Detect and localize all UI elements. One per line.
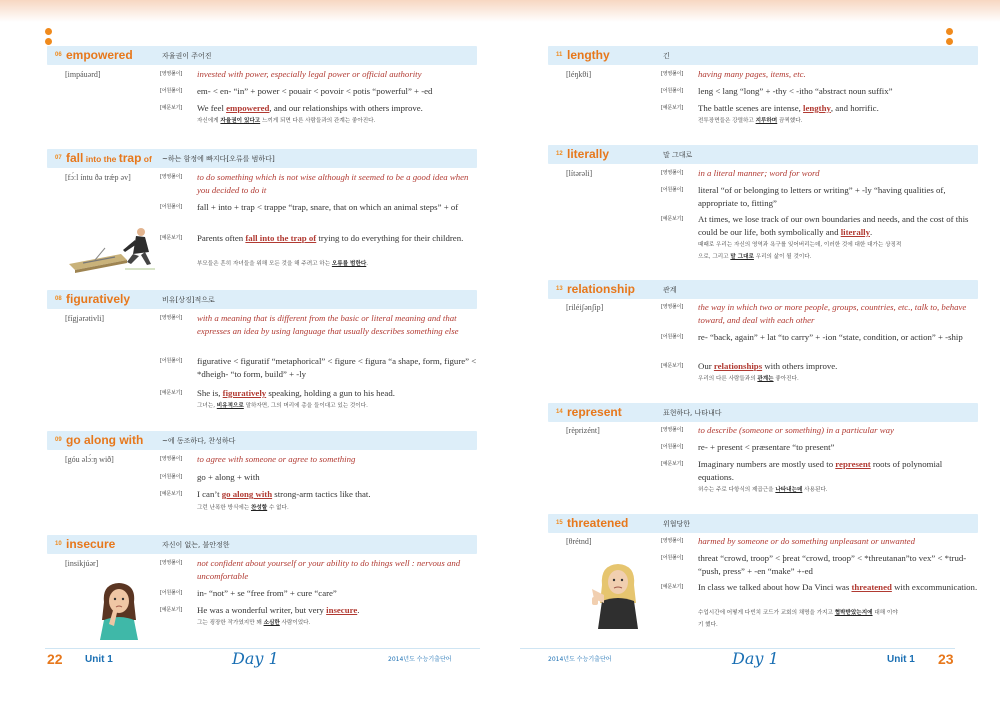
etymology: in- “not” + se “free from” + cure “care” bbox=[197, 588, 337, 598]
example-sentence: At times, we lose track of our own boundaries and needs, and the cost of this could be our life, both symbolically and literally. bbox=[698, 214, 969, 237]
label-definition: [영영풀이] bbox=[160, 71, 183, 77]
entry-word: empowered bbox=[66, 48, 133, 62]
entry-word: threatened bbox=[567, 516, 629, 530]
day-label: Day 1 bbox=[732, 649, 779, 668]
example-translation: 부모들은 흔히 자녀들을 위해 모든 것을 해 주려고 하는 오류를 범한다. bbox=[197, 261, 369, 267]
entry-insecure bbox=[47, 535, 477, 626]
book-title: 2014년도 수능기출단어 bbox=[388, 656, 452, 663]
label-etymology: [어원풀이] bbox=[661, 444, 684, 450]
entry-word: represent bbox=[567, 405, 622, 419]
example-sentence: She is, figuratively speaking, holding a gun to his head. bbox=[197, 388, 395, 398]
entry-word: relationship bbox=[567, 282, 636, 296]
entry-header bbox=[548, 145, 978, 164]
entry-word: fall into the trap of bbox=[66, 151, 152, 165]
example-translation-line-2: 기 했다. bbox=[698, 622, 718, 628]
definition: to agree with someone or agree to something bbox=[197, 454, 356, 464]
label-etymology: [어원풀이] bbox=[160, 590, 183, 596]
example-sentence: Our relationships with others improve. bbox=[698, 361, 838, 371]
page-dots bbox=[946, 28, 956, 48]
entry-korean-meaning: 자율권이 주어진 bbox=[162, 52, 212, 60]
pronunciation: [rèprizént] bbox=[566, 426, 600, 435]
entry-word: figuratively bbox=[66, 292, 131, 306]
entry-number: 07 bbox=[55, 155, 62, 161]
definition: in a literal manner; word for word bbox=[698, 168, 820, 178]
top-gradient bbox=[0, 0, 500, 22]
entry-korean-meaning: 긴 bbox=[663, 52, 670, 60]
example-translation-line-1: 수업시간에 어떻게 다빈치 코드가 교회의 채명을 가지고 협박받았는지에 대해 이야 bbox=[698, 610, 898, 616]
entry-word: literally bbox=[567, 147, 610, 161]
entry-korean-meaning: 자신이 없는, 불안정한 bbox=[162, 541, 230, 549]
etymology: re- + present < præsentare “to present” bbox=[698, 442, 835, 452]
entry-represent bbox=[548, 403, 978, 493]
example-translation: 그녀는, 비유적으로 말하자면, 그의 머리에 총을 들이대고 있는 것이다. bbox=[197, 403, 368, 409]
entry-fall-into-the-trap-of bbox=[47, 149, 477, 267]
pronunciation: [fígjərətivli] bbox=[65, 314, 105, 323]
entry-number: 11 bbox=[556, 52, 563, 58]
pronunciation: [léŋkθi] bbox=[566, 70, 592, 79]
example-sentence: I can’t go along with strong-arm tactics like that. bbox=[197, 489, 371, 499]
entry-number: 12 bbox=[556, 151, 563, 157]
definition: not confident about yourself or your ability to do things well : nervous and uncomfortable bbox=[197, 558, 461, 581]
etymology: leng < lang “long” + -thy < -itho “abstract noun suffix” bbox=[698, 86, 893, 96]
pronunciation: [riléiʃənʃìp] bbox=[566, 303, 604, 312]
label-definition: [영영풀이] bbox=[661, 170, 684, 176]
entry-korean-meaning: ~하는 함정에 빠지다[오류를 범하다] bbox=[162, 155, 275, 163]
entry-threatened bbox=[548, 514, 978, 628]
top-gradient bbox=[500, 0, 1000, 22]
mousetrap-illustration bbox=[65, 224, 155, 274]
example-sentence: We feel empowered, and our relationships with others improve. bbox=[197, 103, 423, 113]
entry-header bbox=[548, 514, 978, 533]
label-example: [예문보기] bbox=[160, 491, 183, 497]
etymology: figurative < figuratif “metaphorical” < figure < figura “a shape, form, figure” < *dheigh- “to form, build” + -ly bbox=[197, 356, 477, 379]
etymology: literal “of or belonging to letters or writing” + -ly “having qualities of, appropriate to, fitting” bbox=[698, 185, 946, 208]
definition: harmed by someone or do something unpleasant or unwanted bbox=[698, 536, 915, 546]
label-definition: [영영풀이] bbox=[160, 560, 183, 566]
entry-header bbox=[47, 290, 477, 309]
definition: invested with power, especially legal power or official authority bbox=[197, 69, 422, 79]
label-example: [예문보기] bbox=[661, 216, 684, 222]
example-translation: 그는 굉장한 작가였지만 꽤 소심한 사람이었다. bbox=[197, 620, 311, 626]
entry-korean-meaning: 말 그대로 bbox=[663, 151, 693, 159]
label-etymology: [어원풀이] bbox=[661, 555, 684, 561]
example-sentence: Parents often fall into the trap of trying to do everything for their children. bbox=[197, 233, 464, 243]
example-translation-line-2: 으로, 그리고 말 그대로 우리의 삶이 될 것이다. bbox=[698, 254, 812, 260]
definition: to do something which is not wise although it seemed to be a good idea when you decided to do it bbox=[197, 172, 469, 195]
entry-word: lengthy bbox=[567, 48, 610, 62]
label-etymology: [어원풀이] bbox=[160, 474, 183, 480]
example-translation-line-1: 때때로 우리는 자신의 영역과 욕구를 잊어버리는데, 이러한 것에 대한 대가는 상징적 bbox=[698, 242, 902, 248]
example-translation: 자신에게 자율권이 있다고 느끼게 되면 다른 사람들과의 관계는 좋아진다. bbox=[197, 118, 376, 124]
entry-lengthy bbox=[548, 46, 978, 124]
label-etymology: [어원풀이] bbox=[661, 187, 684, 193]
entry-number: 09 bbox=[55, 437, 62, 443]
definition: having many pages, items, etc. bbox=[698, 69, 806, 79]
page-number: 22 bbox=[47, 651, 63, 667]
right-page bbox=[500, 0, 1000, 707]
label-example: [예문보기] bbox=[661, 363, 684, 369]
label-definition: [영영풀이] bbox=[661, 538, 684, 544]
entry-header bbox=[548, 403, 978, 422]
entry-number: 13 bbox=[556, 286, 563, 292]
entry-word: go along with bbox=[66, 433, 144, 447]
entry-header bbox=[548, 46, 978, 65]
label-etymology: [어원풀이] bbox=[661, 334, 684, 340]
label-etymology: [어원풀이] bbox=[160, 358, 183, 364]
entry-korean-meaning: 표현하다, 나타내다 bbox=[663, 409, 722, 417]
entry-number: 08 bbox=[55, 296, 62, 302]
example-sentence: Imaginary numbers are mostly used to represent roots of polynomial equations. bbox=[698, 459, 943, 482]
etymology: em- < en- “in” + power < pouair < povoir < potis “powerful” + -ed bbox=[197, 86, 433, 96]
definition: the way in which two or more people, groups, countries, etc., talk to, behave toward, and deal with each other bbox=[698, 302, 967, 325]
label-etymology: [어원풀이] bbox=[661, 88, 684, 94]
etymology: threat “crowd, troop” < þreat “crowd, troop” < *threutanan”to vex” < *trud- “push, press” + -en “make” +-ed bbox=[698, 553, 967, 576]
entry-header bbox=[47, 535, 477, 554]
unit-label: Unit 1 bbox=[887, 654, 915, 665]
label-definition: [영영풀이] bbox=[160, 315, 183, 321]
entry-number: 06 bbox=[55, 52, 62, 58]
label-example: [예문보기] bbox=[160, 607, 183, 613]
entry-korean-meaning: 위협당한 bbox=[663, 520, 691, 528]
label-definition: [영영풀이] bbox=[661, 304, 684, 310]
entry-empowered bbox=[47, 46, 477, 124]
day-label: Day 1 bbox=[232, 649, 279, 668]
pronunciation: [góu əlɔ́ːŋ wið] bbox=[65, 455, 114, 464]
definition: with a meaning that is different from the basic or literal meaning and that expresses an idea by using language that usually describes something else bbox=[197, 313, 459, 336]
label-definition: [영영풀이] bbox=[661, 71, 684, 77]
label-definition: [영영풀이] bbox=[661, 427, 684, 433]
thumbs-down-woman-illustration bbox=[590, 559, 642, 629]
etymology: re- “back, again” + lat “to carry” + -ion “state, condition, or action” + -ship bbox=[698, 332, 963, 342]
entry-korean-meaning: 비유[상징]적으로 bbox=[162, 296, 215, 304]
entry-literally bbox=[548, 145, 978, 260]
definition: to describe (someone or something) in a particular way bbox=[698, 425, 894, 435]
label-example: [예문보기] bbox=[160, 390, 183, 396]
pronunciation: [fɔ́ːl íntu ðə trǽp əv] bbox=[65, 173, 131, 182]
label-example: [예문보기] bbox=[160, 235, 183, 241]
entry-go-along-with bbox=[47, 431, 477, 511]
label-etymology: [어원풀이] bbox=[160, 88, 183, 94]
entry-number: 10 bbox=[55, 541, 62, 547]
etymology: go + along + with bbox=[197, 472, 260, 482]
pronunciation: [θrétnd] bbox=[566, 537, 592, 546]
nervous-woman-illustration bbox=[94, 580, 144, 640]
entry-header bbox=[548, 280, 978, 299]
entry-word: insecure bbox=[66, 537, 116, 551]
etymology: fall + into + trap < trappe “trap, snare, that on which an animal steps” + of bbox=[197, 202, 459, 212]
example-sentence: In class we talked about how Da Vinci was threatened with excommunication. bbox=[698, 582, 978, 592]
example-translation: 그런 난폭한 방식에는 찬성할 수 없다. bbox=[197, 505, 289, 511]
example-translation: 우리의 다른 사람들과의 관계는 좋아진다. bbox=[698, 376, 799, 382]
entry-figuratively bbox=[47, 290, 477, 409]
entry-korean-meaning: ~에 동조하다, 찬성하다 bbox=[162, 437, 236, 445]
pronunciation: [lítərəli] bbox=[566, 169, 593, 178]
unit-label: Unit 1 bbox=[85, 654, 113, 665]
entry-header bbox=[47, 46, 477, 65]
entry-relationship bbox=[548, 280, 978, 382]
label-example: [예문보기] bbox=[661, 461, 684, 467]
pronunciation: [impáuərd] bbox=[65, 70, 101, 79]
page-number: 23 bbox=[938, 651, 954, 667]
label-example: [예문보기] bbox=[661, 105, 684, 111]
example-translation: 전투장면들은 강렬하고 지루하며 끔찍했다. bbox=[698, 118, 803, 124]
entry-number: 15 bbox=[556, 520, 563, 526]
entry-header bbox=[47, 149, 477, 168]
entry-korean-meaning: 관계 bbox=[663, 286, 677, 294]
example-sentence: He was a wonderful writer, but very insecure. bbox=[197, 605, 360, 615]
example-sentence: The battle scenes are intense, lengthy, and horrific. bbox=[698, 103, 879, 113]
pronunciation: [insikjúər] bbox=[65, 559, 99, 568]
label-definition: [영영풀이] bbox=[160, 456, 183, 462]
label-example: [예문보기] bbox=[661, 584, 684, 590]
label-etymology: [어원풀이] bbox=[160, 204, 183, 210]
book-title: 2014년도 수능기출단어 bbox=[548, 656, 612, 663]
label-definition: [영영풀이] bbox=[160, 174, 183, 180]
entry-header bbox=[47, 431, 477, 450]
example-translation: 허수는 주로 다항식의 제곱근을 나타내는데 사용된다. bbox=[698, 487, 828, 493]
label-example: [예문보기] bbox=[160, 105, 183, 111]
entry-number: 14 bbox=[556, 409, 563, 415]
page-dots bbox=[45, 28, 55, 48]
